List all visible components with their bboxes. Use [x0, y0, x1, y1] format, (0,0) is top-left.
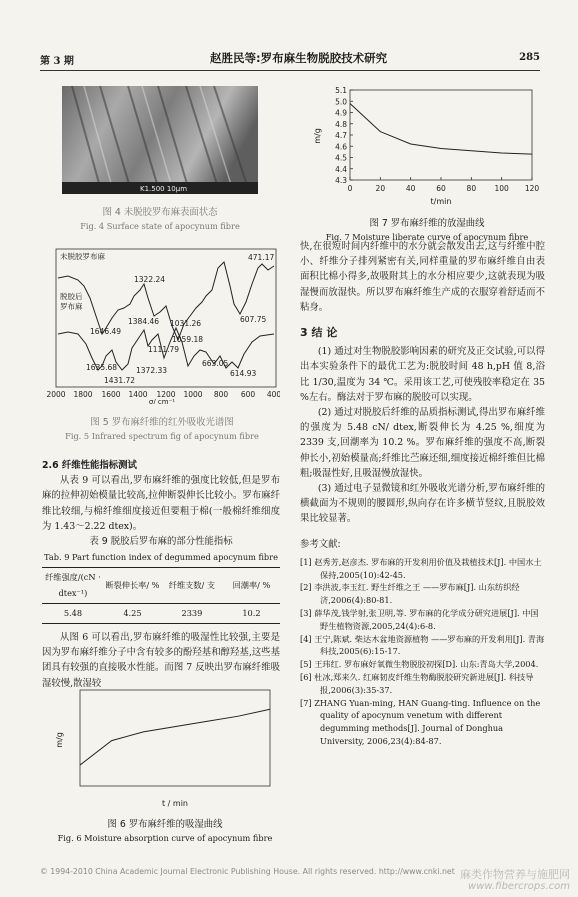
fig7-y-label: m/g	[313, 128, 322, 144]
micrograph-image	[62, 86, 258, 194]
fig6-y-label: m/g	[55, 732, 64, 748]
right-column-text	[300, 239, 545, 748]
paragraph: 快,在很短时间内纤维中的水分就会散发出去,这与纤维中腔小、纤维分子排列紧密有关,同样重量的罗布麻纤维自由表面积比棉小得多,故吸附其上的水分相应要少,这就表现为吸湿慢而放湿快。所以罗布麻纤维生产成的衣服穿着舒适而不粘身。	[300, 241, 545, 313]
peak-label: 1431.72	[104, 376, 136, 385]
x-tick-label: 2000	[46, 390, 66, 399]
fig7-chart	[312, 86, 542, 206]
running-title: 赵胜民等:罗布麻生物脱胶技术研究	[210, 51, 388, 65]
section-heading-2-6: 2.6 纤维性能指标测试	[42, 460, 137, 471]
fig6-caption-cn: 图 6 罗布麻纤维的吸湿曲线	[107, 819, 223, 830]
fig4-caption-en: Fig. 4 Surface state of apocynum fibre	[80, 221, 240, 231]
label-degummed-2: 罗布麻	[60, 302, 83, 311]
issue-number: 第 3 期	[40, 56, 74, 67]
watermark-url: www.fibercrops.com	[468, 881, 570, 892]
reference-item: [3] 薛华茂,钱学射,张卫明,等. 罗布麻的化学成分研究进展[J]. 中国野生植物资源,2005,24(4):6-8.	[300, 608, 539, 631]
fig6-series-line	[80, 709, 270, 765]
conclusion-item: (1) 通过对生物脱胶影响因素的研究及正交试验,可以得出本实验条件下的最优工艺为:脱胶时间 48 h,pH 值 8,浴比 1/30,温度为 34 ℃。采用该工艺,可使残胶率稳定在 35 %左右。酶法对于罗布麻的脱胶可以实现。	[300, 346, 545, 403]
fig6-chart	[54, 686, 276, 810]
y-tick-label: 5.1	[335, 86, 347, 95]
fig7-caption-en: Fig. 7 Moisture liberate curve of apocynum fibre	[325, 232, 529, 242]
fig7-x-label: t/min	[430, 197, 452, 206]
ir-spectrum-chart	[44, 246, 280, 404]
y-tick-label: 4.9	[335, 108, 347, 118]
x-tick-label: 80	[466, 184, 477, 193]
reference-item: [1] 赵秀芳,赵彦杰. 罗布麻的开发利用价值及栽植技术[J]. 中国水土保持,2005(10):42-45.	[300, 556, 542, 580]
table-header: 回潮率/ %	[232, 580, 271, 591]
fig7-caption-cn: 图 7 罗布麻纤维的放湿曲线	[369, 218, 485, 229]
fig7-series-line	[350, 104, 532, 155]
x-tick-label: 400	[266, 390, 280, 399]
y-tick-label: 5.0	[335, 97, 347, 107]
peak-label: 1059.18	[172, 335, 204, 344]
conclusion-item: (3) 通过电子显微镜和红外吸收光谱分析,罗布麻纤维的横截面为不规则的腰圆形,纵向存在许多横节竖纹,且脱胶效果比较显著。	[300, 483, 545, 525]
table-header: 纤维强度/(cN · dtex⁻¹)	[45, 572, 101, 598]
reference-list	[300, 556, 545, 748]
y-tick-label: 4.8	[335, 119, 347, 129]
figure-5	[44, 246, 280, 441]
x-tick-label: 800	[213, 390, 229, 399]
paragraph: 从表 9 可以看出,罗布麻纤维的强度比较低,但是罗布麻的拉伸初始模量比较高,拉伸断裂伸长比较小。罗布麻纤维比较细,与棉纤维细度接近但要粗于棉(一般棉纤维细度为 1.43～2.22 dtex)。	[42, 475, 280, 532]
peak-label: 1384.46	[128, 317, 160, 326]
table-cell: 10.2	[242, 607, 261, 618]
peak-label: 1031.26	[170, 319, 202, 328]
x-tick-label: 1000	[183, 390, 203, 399]
table-header: 纤维支数/ 支	[168, 580, 216, 591]
x-tick-label: 1600	[101, 390, 121, 399]
paragraph: 从图 6 可以看出,罗布麻纤维的吸湿性比较强,主要是因为罗布麻纤维分子中含有较多的酚羟基和醇羟基,这些基团具有较强的直接吸水性能。而图 7 反映出罗布麻纤维吸湿较慢,散湿较	[42, 632, 280, 689]
fig6-caption-en: Fig. 6 Moisture absorption curve of apocynum fibre	[57, 833, 273, 843]
peak-label: 1372.33	[136, 366, 168, 375]
fig6-x-label: t / min	[161, 799, 189, 808]
x-tick-label: 60	[436, 184, 446, 193]
figure-4	[62, 86, 258, 231]
x-axis-unit: σ/ cm⁻¹	[148, 398, 176, 404]
peak-label: 471.17	[248, 253, 275, 262]
copyright-footer: © 1994-2010 China Academic Journal Electronic Publishing House. All rights reserved. http://www.cnki.net	[40, 867, 455, 876]
x-tick-label: 120	[524, 184, 540, 193]
table9-title-cn: 表 9 脱胶后罗布麻的部分性能指标	[89, 536, 233, 548]
figure-6	[54, 686, 276, 843]
figure-7	[312, 86, 542, 242]
peak-label: 1646.49	[90, 327, 122, 336]
reference-item: [5] 王玮红. 罗布麻好氧微生物脱胶初探[D]. 山东:青岛大学,2004.	[300, 659, 539, 670]
peak-label: 607.75	[240, 315, 267, 324]
left-column-text	[42, 458, 280, 691]
peak-label: 614.93	[230, 369, 257, 378]
y-tick-label: 4.3	[335, 176, 347, 185]
table-header-row	[42, 568, 280, 603]
table-row	[42, 603, 280, 623]
table-header: 断裂伸长率/ %	[105, 580, 160, 591]
micrograph-scale-label: K1.500 10μm	[140, 185, 188, 193]
peak-label: 1111.79	[148, 345, 180, 354]
fig5-caption-en: Fig. 5 Infrared spectrum fig of apocynum fibre	[65, 431, 259, 441]
x-tick-label: 0	[347, 184, 353, 193]
y-tick-label: 4.7	[335, 131, 347, 140]
conclusion-item: (2) 通过对脱胶后纤维的品质指标测试,得出罗布麻纤维的强度为 5.48 cN/ dtex,断裂伸长为 4.25 %,细度为 2339 支,回潮率为 10.2 %。罗布麻纤维的强度不高,断裂伸长小,初始模量高;纤维比苎麻还细,细度接近棉纤维但比棉粗;吸湿性好,且吸湿慢放湿快。	[300, 407, 545, 479]
table-cell: 5.48	[63, 607, 83, 618]
section-heading-conclusion: 3 结 论	[300, 326, 338, 340]
peak-label: 1322.24	[134, 275, 166, 284]
table9-title-en: Tab. 9 Part function index of degummed apocynum fibre	[44, 552, 278, 563]
x-tick-label: 20	[375, 184, 386, 193]
table-cell: 2339	[181, 607, 203, 618]
reference-item: [2] 李洪波,李玉红. 野生纤维之王 ——罗布麻[J]. 山东纺织经济,2006(4):80-81.	[300, 582, 520, 606]
header-rule	[40, 70, 540, 71]
x-tick-label: 1400	[128, 390, 148, 399]
references-heading: 参考文献:	[300, 538, 341, 550]
reference-item: [7] ZHANG Yuan-ming, HAN Guang-ting. Influence on the quality of apocynum venetum with different degumming methods[J]. Journal of Donghua University, 2006,23(4):84-87.	[300, 697, 541, 747]
x-tick-label: 100	[494, 184, 509, 193]
reference-item: [4] 王宁,陈斌. 柴达木盆地资源植物 ——罗布麻的开发利用[J]. 青海科技,2005(6):15-17.	[300, 633, 545, 657]
reference-item: [6] 杜冰,郑来久. 红麻韧皮纤维生物酶脱胶研究新进展[J]. 科技导报,2006(3):35-37.	[300, 672, 534, 695]
peak-label: 663.05	[202, 359, 229, 368]
label-degummed-1: 脱胶后	[60, 292, 83, 301]
x-tick-label: 1200	[156, 390, 176, 399]
label-raw-fibre: 未脱胶罗布麻	[60, 252, 105, 261]
table-cell: 4.25	[123, 607, 142, 618]
x-tick-label: 600	[240, 390, 256, 399]
page-number: 285	[519, 52, 540, 63]
peak-label: 1635.68	[86, 363, 118, 372]
x-tick-label: 1800	[73, 390, 93, 399]
watermark-text: 麻类作物营养与施肥网	[460, 868, 570, 881]
fig4-caption-cn: 图 4 未脱胶罗布麻表面状态	[102, 207, 218, 218]
running-header	[40, 52, 540, 70]
fig5-caption-cn: 图 5 罗布麻纤维的红外吸收光谱图	[90, 417, 234, 428]
y-tick-label: 4.5	[335, 153, 347, 163]
y-tick-label: 4.6	[335, 142, 347, 152]
x-tick-label: 40	[405, 184, 416, 193]
y-tick-label: 4.4	[335, 164, 347, 174]
table-9	[42, 567, 280, 624]
